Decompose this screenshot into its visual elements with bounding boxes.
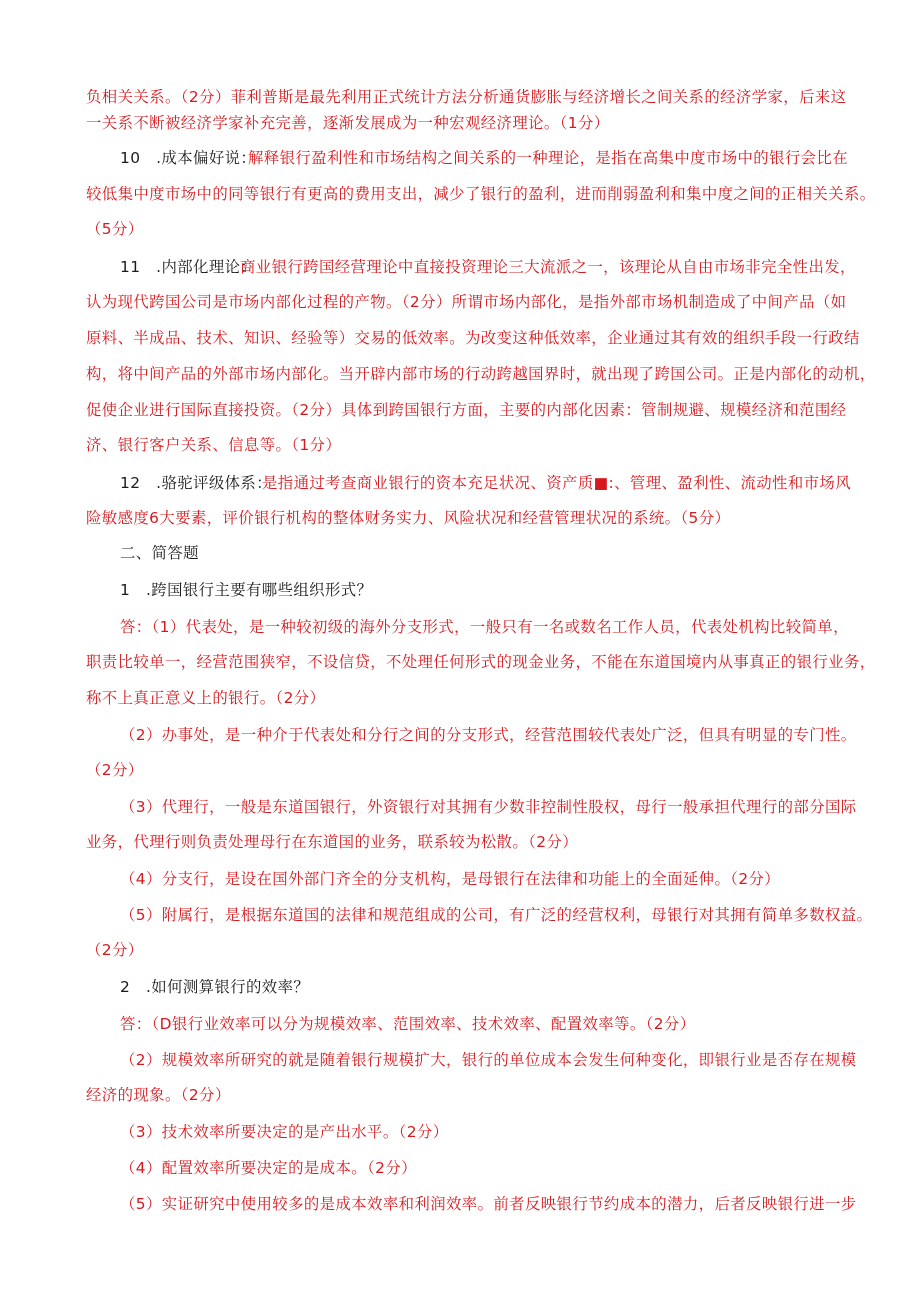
text-line bbox=[0, 505, 920, 531]
term-label: 10 .成本偏好说： bbox=[120, 149, 257, 167]
line-text: 认为现代跨国公司是市场内部化过程的产物。（2分）所谓市场内部化，是指外部市场机制造成了中间产品（如 bbox=[86, 293, 847, 311]
line-text: 称不上真正意义上的银行。（2分） bbox=[86, 689, 326, 707]
text-line bbox=[0, 685, 920, 711]
text-line bbox=[0, 289, 920, 315]
score-text: （5分） bbox=[86, 220, 144, 238]
text-line bbox=[0, 110, 920, 136]
answer-line bbox=[0, 902, 920, 928]
answer-text: （2）办事处，是一种介于代表处和分行之间的分支形式，经营范围较代表处广泛，但具有明显的专门性。 bbox=[120, 726, 857, 744]
term-label: 11 .内部化理论： bbox=[120, 258, 257, 276]
line-text: 险敏感度6大要素，评价银行机构的整体财务实力、风险状况和经营管理状况的系统。（5分） bbox=[86, 509, 731, 527]
section-title: 二、简答题 bbox=[120, 544, 199, 562]
term-line bbox=[0, 470, 920, 496]
line-text: 一关系不断被经济学家补充完善，逐渐发展成为一种宏观经济理论。（1分） bbox=[86, 114, 610, 132]
answer-line bbox=[0, 722, 920, 748]
text-line bbox=[0, 757, 920, 783]
text-line bbox=[0, 1082, 920, 1108]
text-line bbox=[0, 181, 920, 207]
term-label: 12 .骆驼评级体系： bbox=[120, 474, 273, 492]
text-line bbox=[0, 829, 920, 855]
line-text: 原料、半成品、技术、知识、经验等）交易的低效率。为改变这种低效率，企业通过其有效的组织手段一行政结 bbox=[86, 329, 860, 347]
answer-text: （4）配置效率所要决定的是成本。（2分） bbox=[120, 1159, 417, 1177]
answer-line bbox=[0, 1047, 920, 1073]
answer-line bbox=[0, 866, 920, 892]
line-text: 经济的现象。（2分） bbox=[86, 1086, 231, 1104]
text-line bbox=[0, 397, 920, 423]
line-text: 职责比较单一，经营范围狭窄，不设信贷，不处理任何形式的现金业务，不能在东道国境内从事真正的银行业务， bbox=[86, 653, 876, 671]
term-line bbox=[0, 254, 920, 280]
answer-line bbox=[0, 1119, 920, 1145]
score-text: （2分） bbox=[86, 761, 144, 779]
answer-line bbox=[0, 1191, 920, 1217]
section-heading bbox=[0, 540, 920, 566]
text-line bbox=[0, 325, 920, 351]
question-text: 1 .跨国银行主要有哪些组织形式？ bbox=[120, 581, 373, 599]
answer-text: （2）规模效率所研究的就是随着银行规模扩大，银行的单位成本会发生何种变化，即银行业是否存在规模 bbox=[120, 1051, 857, 1069]
answer-line bbox=[0, 1011, 920, 1037]
term-definition: 是指通过考查商业银行的资本充足状况、资产质■:、管理、盈利性、流动性和市场风 bbox=[262, 474, 851, 492]
answer-text: （3）代理行，一般是东道国银行，外资银行对其拥有少数非控制性股权，母行一般承担代理行的部分国际 bbox=[120, 798, 857, 816]
answer-line bbox=[0, 794, 920, 820]
text-line bbox=[0, 937, 920, 963]
term-definition: 商业银行跨国经营理论中直接投资理论三大流派之一，该理论从自由市场非完全性出发， bbox=[240, 258, 856, 276]
line-text: 负相关关系。（2分）菲利普斯是最先利用正式统计方法分析通货膨胀与经济增长之间关系的经济学家，后来这 bbox=[86, 88, 847, 106]
answer-line bbox=[0, 614, 920, 640]
score-text: （2分） bbox=[86, 941, 144, 959]
answer-text: （4）分支行，是设在国外部门齐全的分支机构，是母银行在法律和功能上的全面延伸。（2分） bbox=[120, 870, 781, 888]
text-line bbox=[0, 649, 920, 675]
answer-text: （3）技术效率所要决定的是产出水平。（2分） bbox=[120, 1123, 449, 1141]
text-line bbox=[0, 361, 920, 387]
question-text: 2 .如何测算银行的效率？ bbox=[120, 978, 310, 996]
text-line bbox=[0, 216, 920, 242]
question-line bbox=[0, 974, 920, 1000]
line-text: 济、银行客户关系、信息等。（1分） bbox=[86, 436, 342, 454]
line-text: 较低集中度市场中的同等银行有更高的费用支出，减少了银行的盈利，进而削弱盈利和集中度之间的正相关关系。 bbox=[86, 185, 876, 203]
answer-text: （5）附属行，是根据东道国的法律和规范组成的公司，有广泛的经营权利，母银行对其拥有简单多数权益。 bbox=[120, 906, 873, 924]
answer-text: （5）实证研究中使用较多的是成本效率和利润效率。前者反映银行节约成本的潜力，后者反映银行进一步 bbox=[120, 1195, 857, 1213]
answer-line bbox=[0, 1155, 920, 1181]
line-text: 构，将中间产品的外部市场内部化。当开辟内部市场的行动跨越国界时，就出现了跨国公司。正是内部化的动机， bbox=[86, 365, 876, 383]
text-line bbox=[0, 432, 920, 458]
answer-text: 答：（D银行业效率可以分为规模效率、范围效率、技术效率、配置效率等。（2分） bbox=[120, 1015, 696, 1033]
line-text: 业务，代理行则负责处理母行在东道国的业务，联系较为松散。（2分） bbox=[86, 833, 579, 851]
term-line bbox=[0, 145, 920, 171]
term-definition: 解释银行盈利性和市场结构之间关系的一种理论，是指在高集中度市场中的银行会比在 bbox=[248, 149, 849, 167]
text-line bbox=[0, 84, 920, 110]
answer-text: 答：（1）代表处，是一种较初级的海外分支形式，一般只有一名或数名工作人员，代表处机构比较简单， bbox=[120, 618, 849, 636]
question-line bbox=[0, 577, 920, 603]
line-text: 促使企业进行国际直接投资。（2分）具体到跨国银行方面，主要的内部化因素：管制规避、规模经济和范围经 bbox=[86, 401, 847, 419]
